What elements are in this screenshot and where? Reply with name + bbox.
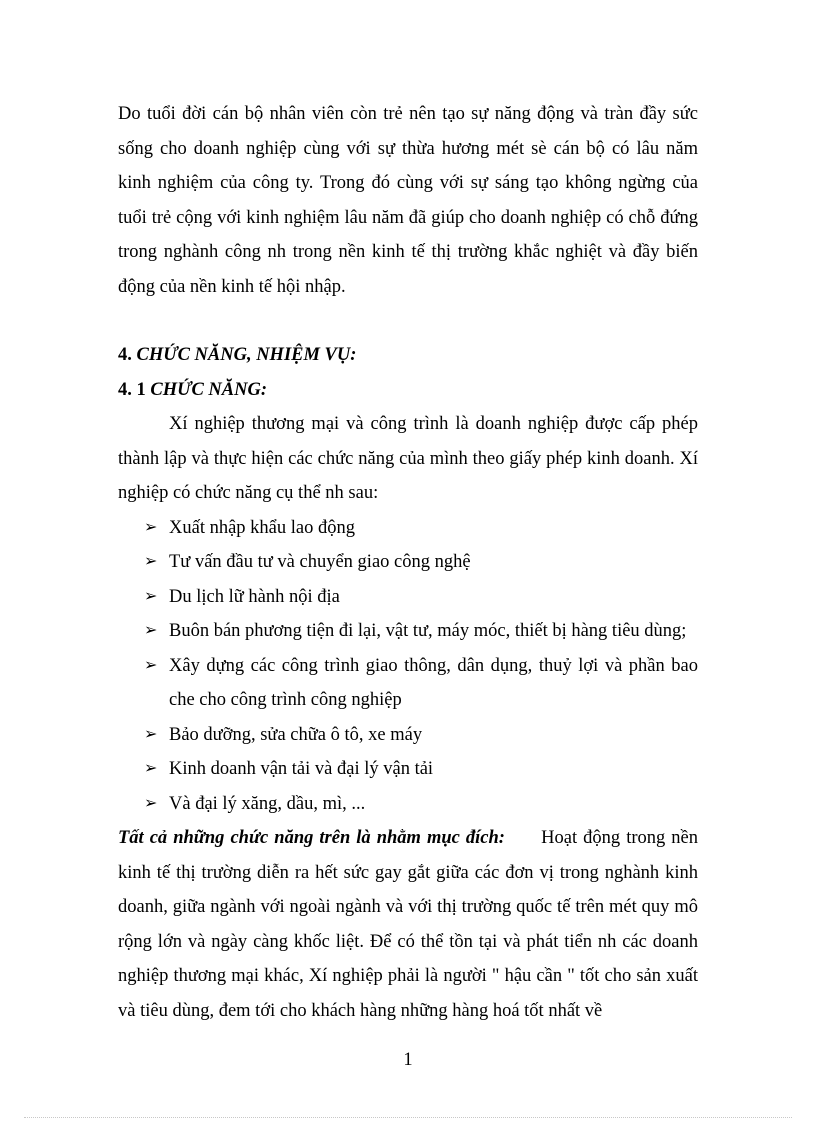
- arrow-bullet-icon: ➢: [144, 760, 158, 777]
- list-item: [144, 752, 698, 787]
- list-item-text: Du lịch lữ hành nội địa: [169, 586, 340, 607]
- list-item: [144, 580, 698, 615]
- arrow-bullet-icon: ➢: [144, 656, 158, 674]
- function-intro-paragraph: Xí nghiệp thương mại và công trình là doanh nghiệp được cấp phép thành lập và thực hiện các chức năng của mình theo giấy phép kinh doanh. Xí nghiệp có chức năng cụ thể nh sau:: [118, 414, 698, 503]
- list-item: [144, 511, 698, 546]
- list-item: [144, 787, 698, 822]
- list-item-text: Bảo dưỡng, sửa chữa ô tô, xe máy: [169, 724, 423, 745]
- list-item-text: Tư vấn đầu tư và chuyển giao công nghệ: [169, 552, 471, 572]
- section-spacer: [118, 304, 698, 338]
- subsection-heading: [118, 373, 698, 408]
- section-heading: [118, 338, 698, 373]
- section-number: 4.: [118, 345, 132, 365]
- intro-paragraph: Do tuổi đời cán bộ nhân viên còn trẻ nên tạo sự năng động và tràn đầy sức sống cho doanh nghiệp cùng với sự thừa hương mét sè cán bộ có lâu năm kinh nghiệm của công ty. Trong đó cùng với sự sáng tạo không ngừng của tuổi trẻ cộng với kinh nghiệm lâu năm đã giúp cho doanh nghiệp có chỗ đứng trong nghành công nh trong nền kinh tế thị trường khắc nghiệt và đầy biến động của nền kinh tế hội nhập.: [118, 104, 698, 297]
- list-item-text: Kinh doanh vận tải và đại lý vận tải: [169, 759, 434, 779]
- page-number: 1: [403, 1050, 413, 1070]
- arrow-bullet-icon: ➢: [144, 794, 158, 812]
- arrow-bullet-icon: ➢: [144, 518, 158, 536]
- list-item: [144, 649, 698, 718]
- arrow-bullet-icon: ➢: [144, 553, 158, 570]
- purpose-paragraph: [118, 821, 698, 1028]
- subsection-number: 4. 1: [118, 379, 146, 400]
- arrow-bullet-icon: ➢: [144, 725, 158, 743]
- page-bottom-divider: [24, 1117, 792, 1118]
- list-item-text: Và đại lý xăng, dầu, mì, ...: [169, 793, 366, 814]
- purpose-text: Hoạt động trong nền kinh tế thị trường diễn ra hết sức gay gắt giữa các đơn vị trong nghành kinh doanh, giữa ngành với ngoài ngành và với thị trường quốc tế trên mét quy mô rộng lớn và ngày càng khốc liệt. Để có thể tồn tại và phát tiển nh các doanh nghiệp thương mại khác, Xí nghiệp phải là người " hậu cần " tốt cho sản xuất và tiêu dùng, đem tới cho khách hàng những hàng hoá tốt nhất về: [118, 828, 698, 1021]
- list-item: [144, 545, 698, 580]
- purpose-label: Tất cả những chức năng trên là nhằm mục đích:: [118, 828, 505, 848]
- arrow-bullet-icon: ➢: [144, 622, 158, 639]
- list-item-text: Xây dựng các công trình giao thông, dân dụng, thuỷ lợi và phần bao che cho công trình công nghiệp: [169, 655, 698, 710]
- list-item: [144, 614, 698, 649]
- list-item-text: Buôn bán phương tiện đi lại, vật tư, máy móc, thiết bị hàng tiêu dùng;: [169, 621, 687, 641]
- arrow-bullet-icon: ➢: [144, 587, 158, 605]
- subsection-title: CHỨC NĂNG:: [150, 379, 267, 400]
- list-item: [144, 718, 698, 753]
- list-item-text: Xuất nhập khẩu lao động: [169, 517, 355, 538]
- function-list: [118, 511, 698, 822]
- page-content: [118, 97, 698, 1028]
- section-title: CHỨC NĂNG, NHIỆM VỤ:: [136, 345, 357, 365]
